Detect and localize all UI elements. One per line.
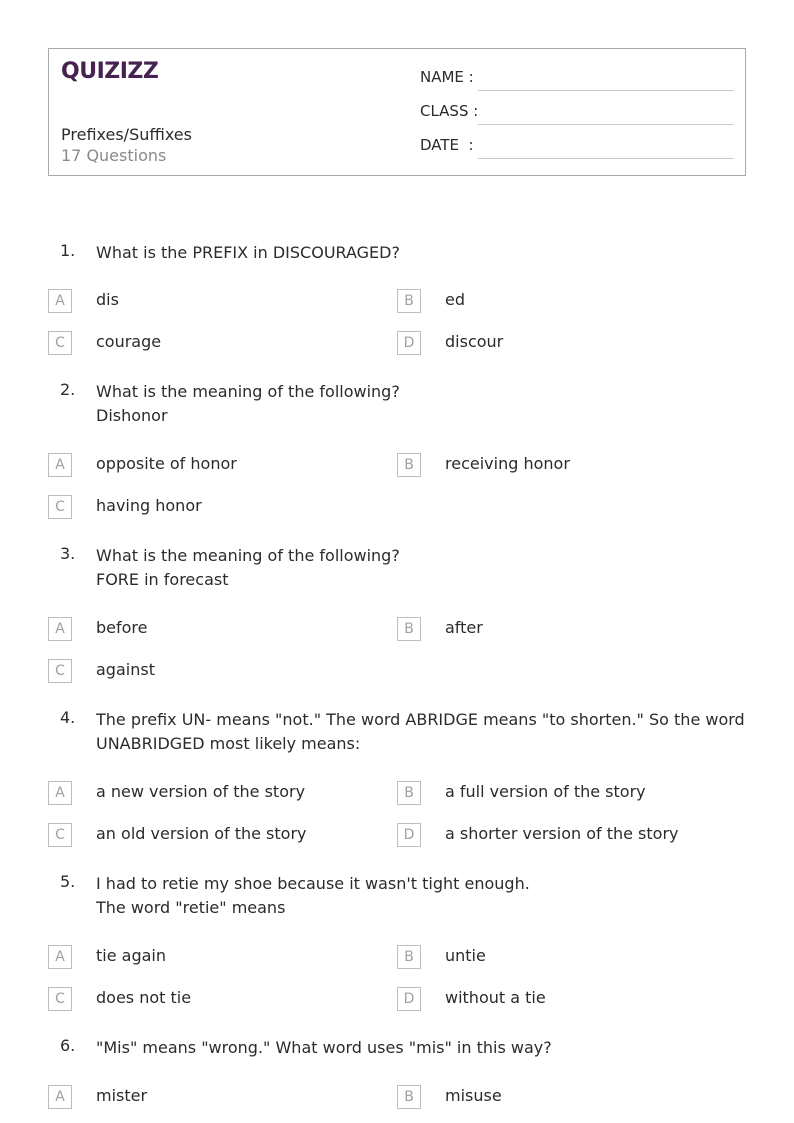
class-line	[478, 124, 734, 125]
question-line: The prefix UN- means "not." The word ABRIDGE means "to shorten." So the word	[96, 710, 745, 729]
option-text: ed	[445, 290, 465, 309]
question-text	[96, 241, 716, 265]
option-letter: C	[48, 823, 72, 847]
question-number: 2.	[60, 380, 76, 399]
option-letter: A	[48, 453, 72, 477]
question-number: 3.	[60, 544, 76, 563]
date-field[interactable]	[420, 136, 734, 160]
question-line: What is the meaning of the following?	[96, 546, 400, 565]
question-number: 4.	[60, 708, 76, 727]
option-text: before	[96, 618, 148, 637]
question-count: 17 Questions	[61, 146, 167, 165]
option-letter: D	[397, 331, 421, 355]
option-text: tie again	[96, 946, 166, 965]
name-field[interactable]	[420, 68, 734, 92]
option-letter: D	[397, 823, 421, 847]
option-text: mister	[96, 1086, 148, 1105]
worksheet-header	[48, 48, 746, 176]
question-line: I had to retie my shoe because it wasn't tight enough.	[96, 874, 530, 893]
date-label: DATE :	[420, 136, 474, 154]
option-text: opposite of honor	[96, 454, 237, 473]
question-text	[96, 544, 716, 592]
date-line	[478, 158, 734, 159]
option-text: misuse	[445, 1086, 502, 1105]
question-text	[96, 380, 716, 428]
option-letter: A	[48, 617, 72, 641]
question-text	[96, 872, 716, 920]
question-number: 1.	[60, 241, 76, 260]
option-letter: A	[48, 289, 72, 313]
option-letter: A	[48, 781, 72, 805]
quizizz-logo: QUIZIZZ	[61, 59, 159, 84]
option-letter: B	[397, 781, 421, 805]
question-line: What is the PREFIX in DISCOURAGED?	[96, 243, 400, 262]
question-text	[96, 1036, 716, 1060]
option-letter: B	[397, 289, 421, 313]
option-letter: A	[48, 945, 72, 969]
question-line: FORE in forecast	[96, 570, 229, 589]
class-field[interactable]	[420, 102, 734, 126]
name-label: NAME :	[420, 68, 474, 86]
option-text: a shorter version of the story	[445, 824, 679, 843]
option-text: a new version of the story	[96, 782, 306, 801]
option-letter: B	[397, 945, 421, 969]
question-line: UNABRIDGED most likely means:	[96, 734, 361, 753]
option-text: discour	[445, 332, 504, 351]
option-letter: C	[48, 659, 72, 683]
question-number: 6.	[60, 1036, 76, 1055]
question-line: Dishonor	[96, 406, 168, 425]
option-letter: A	[48, 1085, 72, 1109]
class-label: CLASS :	[420, 102, 479, 120]
option-text: an old version of the story	[96, 824, 307, 843]
option-letter: C	[48, 495, 72, 519]
question-number: 5.	[60, 872, 76, 891]
option-text: a full version of the story	[445, 782, 646, 801]
option-text: courage	[96, 332, 162, 351]
option-text: after	[445, 618, 483, 637]
option-letter: C	[48, 987, 72, 1011]
option-text: receiving honor	[445, 454, 570, 473]
question-line: The word "retie" means	[96, 898, 286, 917]
option-text: untie	[445, 946, 486, 965]
option-letter: B	[397, 617, 421, 641]
question-line: "Mis" means "wrong." What word uses "mis" in this way?	[96, 1038, 552, 1057]
option-text: having honor	[96, 496, 202, 515]
question-text	[96, 708, 745, 756]
option-letter: B	[397, 453, 421, 477]
option-text: dis	[96, 290, 119, 309]
option-letter: D	[397, 987, 421, 1011]
option-letter: C	[48, 331, 72, 355]
option-text: without a tie	[445, 988, 546, 1007]
name-line	[478, 90, 734, 91]
option-letter: B	[397, 1085, 421, 1109]
option-text: against	[96, 660, 155, 679]
option-text: does not tie	[96, 988, 192, 1007]
question-line: What is the meaning of the following?	[96, 382, 400, 401]
worksheet-title: Prefixes/Suffixes	[61, 125, 192, 144]
